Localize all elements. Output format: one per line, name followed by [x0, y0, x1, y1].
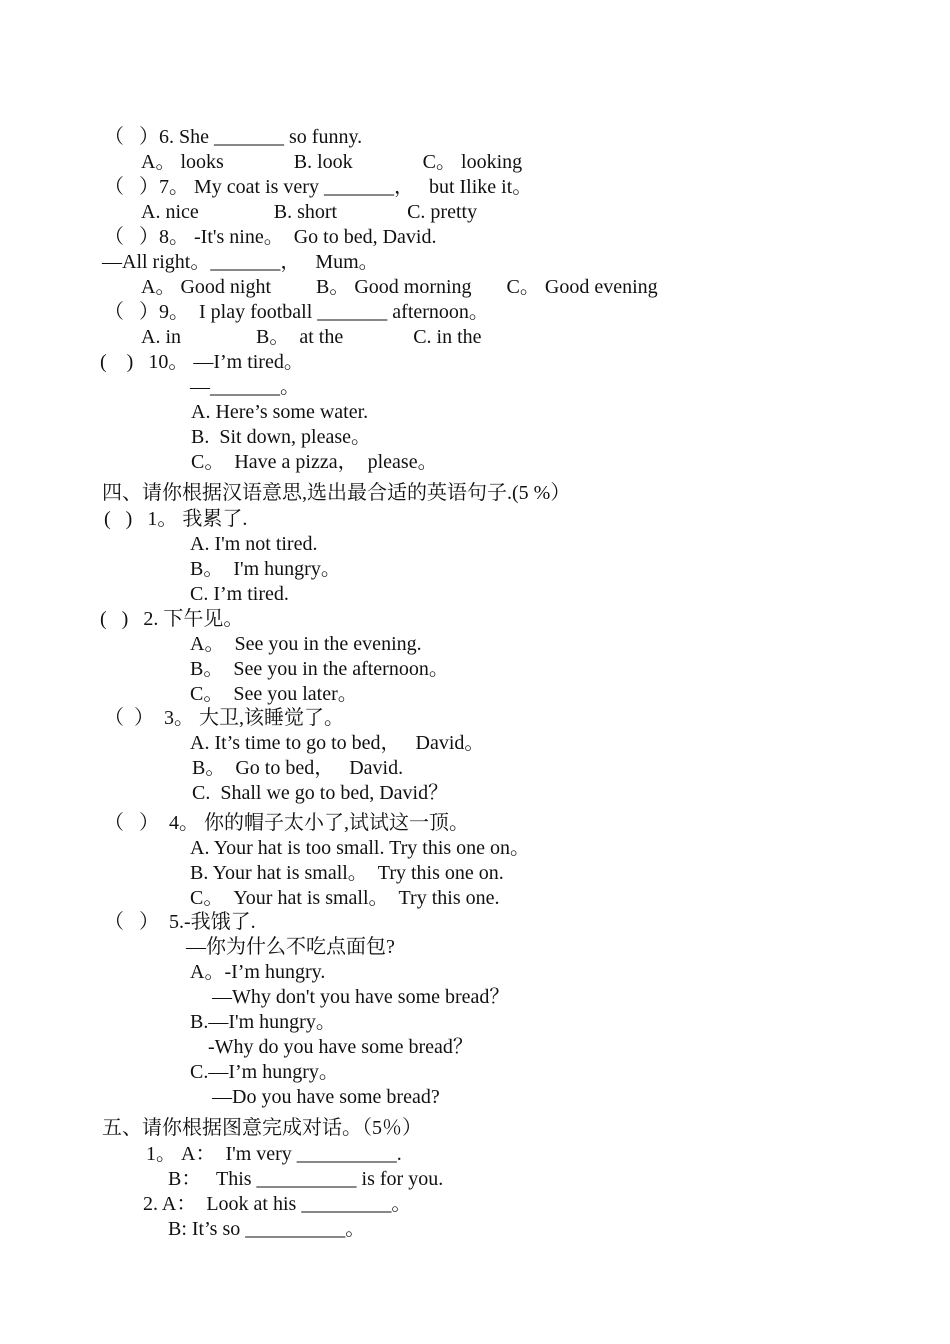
q10-line2: —_______。: [190, 376, 300, 398]
s4-q5-option-a-reply: —Why don't you have some bread？: [212, 986, 510, 1008]
s4-question-3: （ ） 3。 大卫,该睡觉了。: [104, 707, 344, 729]
question-6: （ ）6. She _______ so funny.: [104, 126, 363, 148]
s4-q2-option-c: C。 See you later。: [190, 683, 358, 705]
s5-dialogue-1-a: 1。 A： I'm very __________.: [146, 1143, 402, 1165]
s4-q5-option-b-reply: -Why do you have some bread？: [208, 1036, 473, 1058]
s4-q5-option-c-reply: —Do you have some bread?: [212, 1086, 440, 1108]
q10-option-c: C。 Have a pizza， please。: [191, 451, 438, 473]
s4-q3-option-a: A. It’s time to go to bed， David。: [190, 732, 485, 754]
section-4-heading: 四、请你根据汉语意思,选出最合适的英语句子.(5 %）: [102, 482, 571, 504]
question-7: （ ）7。 My coat is very _______， but Ilike it。: [104, 176, 533, 198]
s4-q5-option-b: B.—I'm hungry。: [190, 1011, 336, 1033]
s4-q4-option-b: B. Your hat is small。 Try this one on.: [190, 862, 504, 884]
s5-dialogue-2-b: B: It’s so __________。: [168, 1218, 366, 1240]
q10-option-a: A. Here’s some water.: [191, 401, 369, 423]
question-9: （ ）9。 I play football _______ afternoon。: [104, 301, 489, 323]
s4-question-1: ( ) 1。 我累了.: [104, 508, 248, 530]
s4-q5-line2: —你为什么不吃点面包?: [186, 936, 395, 958]
section-5-heading: 五、请你根据图意完成对话。（5％）: [102, 1117, 422, 1139]
q7-options: A. nice B. short C. pretty: [141, 201, 478, 223]
s5-dialogue-1-b: B： This __________ is for you.: [168, 1168, 444, 1190]
s4-q1-option-b: B。 I'm hungry。: [190, 558, 341, 580]
question-8: （ ）8。 -It's nine。 Go to bed, David.: [104, 226, 437, 248]
s4-q4-option-a: A. Your hat is too small. Try this one on。: [190, 837, 531, 859]
s4-q2-option-a: A。 See you in the evening.: [190, 633, 422, 655]
q9-options: A. in B。 at the C. in the: [141, 326, 482, 348]
s4-question-4: （ ） 4。 你的帽子太小了,试试这一顶。: [104, 812, 469, 834]
s4-q4-option-c: C。 Your hat is small。 Try this one.: [190, 887, 500, 909]
s4-q3-option-c: C. Shall we go to bed, David？: [192, 782, 449, 804]
s4-question-5: （ ） 5.-我饿了.: [104, 911, 256, 933]
q10-option-b: B. Sit down, please。: [191, 426, 371, 448]
s4-q2-option-b: B。 See you in the afternoon。: [190, 658, 449, 680]
s4-q5-option-c: C.—I’m hungry。: [190, 1061, 339, 1083]
s4-q5-option-a: A。-I’m hungry.: [190, 961, 326, 983]
question-10: ( ) 10。 —I’m tired。: [100, 351, 304, 373]
s4-question-2: ( ) 2. 下午见。: [100, 608, 244, 630]
s4-q1-option-c: C. I’m tired.: [190, 583, 289, 605]
s4-q3-option-b: B。 Go to bed， David.: [192, 757, 404, 779]
q6-options: A。 looks B. look C。 looking: [141, 151, 523, 173]
q8-options: A。 Good night B。 Good morning C。 Good evening: [141, 276, 658, 298]
s5-dialogue-2-a: 2. A： Look at his _________。: [143, 1193, 412, 1215]
s4-q1-option-a: A. I'm not tired.: [190, 533, 318, 555]
q8-line2: —All right。_______， Mum。: [102, 251, 379, 273]
